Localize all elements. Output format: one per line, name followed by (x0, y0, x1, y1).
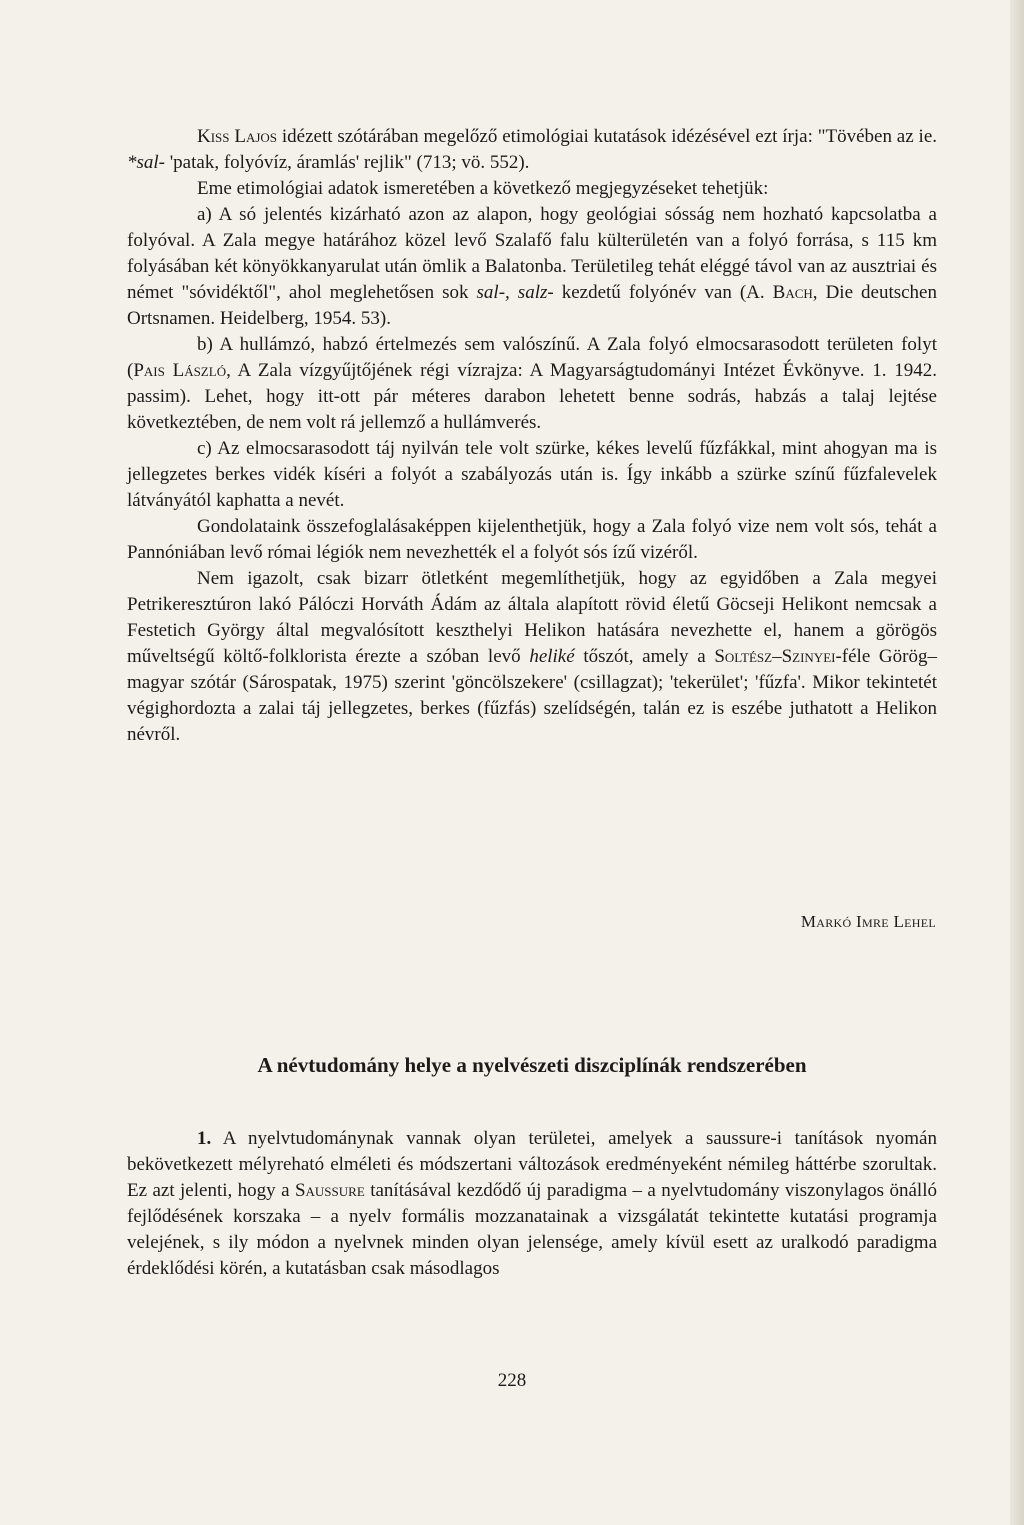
paragraph-conclusion: Gondolataink összefoglalásaképpen kijelenthetjük, hogy a Zala folyó vize nem volt sós, tehát a Pannóniában levő római légiók nem nevezhették el a folyót sós ízű vizéről. (127, 516, 937, 563)
paragraph-number: 1. (197, 1128, 212, 1149)
author-name-soltesz: Soltész–Szinyei (714, 646, 836, 667)
author-name-saussure: Saussure (294, 1180, 365, 1201)
author-name-bach: Bach (772, 282, 813, 303)
section-one-text (127, 124, 937, 748)
paragraph-remark-c: c) Az elmocsarasodott táj nyilván tele volt szürke, kékes levelű fűzfákkal, mint ahogyan ma is jellegzetes berkes vidék kíséri a folyót a szabályozás után is. Így inkább a szürke színű fűzfalevelek látványától kaphatta a nevét. (127, 438, 937, 511)
paragraph-remark-a: a) A só jelentés kizárható azon az alapon, hogy geológiai sósság nem hozható kapcsolatba a folyóval. A Zala megye határához közel levő Szalafő falu külterületén van a folyó forrása, s 115 km folyásában két könyökkanyarulat után ömlik a Balatonba. Területileg tehát eléggé távol van az ausztriai és német "sóvidéktől", ahol meglehetősen sok sal-, salz- kezdetű folyónév van (A. Bach, Die deutschen Ortsnamen. Heidelberg, 1954. 53). (127, 204, 937, 329)
paragraph-kiss-citation: Kiss Lajos idézett szótárában megelőző etimológiai kutatások idézésével ezt írja: "Tövében az ie. *sal- 'patak, folyóvíz, áramlás' rejlik" (713; vö. 552). (127, 126, 937, 173)
page-edge-shadow (1010, 0, 1024, 1525)
page-number: 228 (497, 1370, 527, 1391)
author-name-pais: Pais László (133, 360, 227, 381)
author-name-kiss: Kiss Lajos (197, 126, 278, 147)
paragraph-helikon: Nem igazolt, csak bizarr ötletként megemlíthetjük, hogy az egyidőben a Zala megyei Petrikeresztúron lakó Pálóczi Horváth Ádám az általa alapított rövid életű Göcseji Helikont nemcsak a Festetich György által megvalósított keszthelyi Helikon hatására nevezhette el, hanem a görögös műveltségű költő-folklorista érezte a szóban levő heliké tőszót, amely a Soltész–Szinyei-féle Görög–magyar szótár (Sárospatak, 1975) szerint 'göncölszekere' (csillagzat); 'tekerület'; 'fűzfa'. Mikor tekintetét végighordozta a zalai táj jellegzetes, berkes (fűzfás) szelídségén, talán ez is eszébe juthatott a Helikon névről. (127, 568, 937, 745)
section-two-text (127, 1126, 937, 1282)
paragraph-section-two-first: 1. A nyelvtudománynak vannak olyan területei, amelyek a saussure-i tanítások nyomán bekövetkezett mélyreható elméleti és módszertani változások eredményeként némileg háttérbe szorultak. Ez azt jelenti, hogy a Saussure tanításával kezdődő új paradigma – a nyelvtudomány viszonylagos önálló fejlődésének korszaka – a nyelv formális mozzanatainak a vizsgálatát tekintette kutatási programja velejének, s ily módon a nyelvnek minden olyan jelensége, amely kívül esett az uralkodó paradigma érdeklődési körén, a kutatásban csak másodlagos (127, 1128, 937, 1279)
author-signature: Markó Imre Lehel (800, 912, 936, 931)
paragraph-intro-remarks: Eme etimológiai adatok ismeretében a következő megjegyzéseket tehetjük: (197, 178, 769, 199)
paragraph-remark-b: b) A hullámzó, habzó értelmezés sem valószínű. A Zala folyó elmocsarasodott területen folyt (Pais László, A Zala vízgyűjtőjének régi vízrajza: A Magyarságtudományi Intézet Évkönyve. 1. 1942. passim). Lehet, hogy itt-ott pár méteres darabon lehetett benne sodrás, habzás a talaj lejtése következtében, de nem volt rá jellemző a hullámverés. (127, 334, 937, 433)
article-heading: A névtudomány helye a nyelvészeti diszciplínák rendszerében (257, 1053, 807, 1077)
